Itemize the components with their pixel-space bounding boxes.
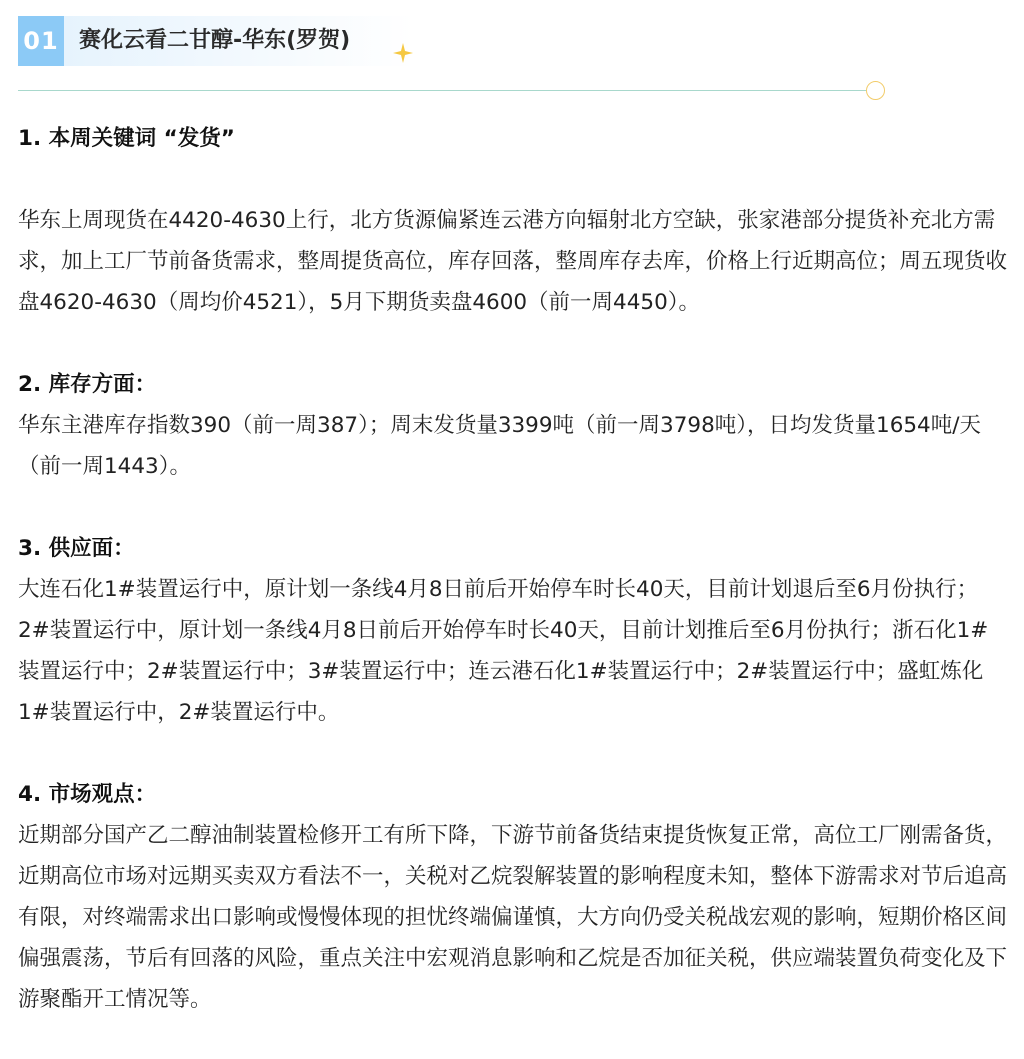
section-heading-inventory: 2. 库存方面：	[18, 372, 157, 397]
divider-circle-ornament	[866, 81, 885, 100]
section-body-keyword: 华东上周现货在4420-4630上行，北方货源偏紧连云港方向辐射北方空缺，张家港部分提货补充北方需求，加上工厂节前备货需求，整周提货高位，库存回落，整周库存去库，价格上行近期高位；周五现货收盘4620-4630（周均价4521），5月下期货卖盘4600（前一周4450）。	[18, 208, 1008, 315]
spacer	[18, 733, 1008, 774]
spacer	[18, 159, 1008, 200]
section-header	[18, 16, 414, 66]
section-heading-market-view: 4. 市场观点：	[18, 782, 157, 807]
article-content	[18, 118, 1008, 1020]
section-title-bar	[64, 16, 414, 66]
divider-line	[18, 90, 866, 91]
section-heading-supply: 3. 供应面：	[18, 536, 135, 561]
sparkle-icon	[392, 42, 414, 64]
section-number-badge: 01	[18, 16, 64, 66]
spacer	[18, 487, 1008, 528]
spacer	[18, 323, 1008, 364]
section-title: 赛化云看二甘醇-华东(罗贺)	[79, 28, 351, 53]
section-body-inventory: 华东主港库存指数390（前一周387）；周末发货量3399吨（前一周3798吨），日均发货量1654吨/天（前一周1443）。	[18, 413, 981, 479]
section-heading-keyword: 1. 本周关键词 “发货”	[18, 126, 235, 151]
section-body-market-view: 近期部分国产乙二醇油制装置检修开工有所下降，下游节前备货结束提货恢复正常，高位工厂刚需备货，近期高位市场对远期买卖双方看法不一，关税对乙烷裂解装置的影响程度未知，整体下游需求对节后追高有限，对终端需求出口影响或慢慢体现的担忧终端偏谨慎，大方向仍受关税战宏观的影响，短期价格区间偏强震荡，节后有回落的风险，重点关注中宏观消息影响和乙烷是否加征关税，供应端装置负荷变化及下游聚酯开工情况等。	[18, 823, 1008, 1012]
section-body-supply: 大连石化1#装置运行中，原计划一条线4月8日前后开始停车时长40天，目前计划退后至6月份执行；2#装置运行中，原计划一条线4月8日前后开始停车时长40天，目前计划推后至6月份执行；浙石化1#装置运行中；2#装置运行中；3#装置运行中；连云港石化1#装置运行中；2#装置运行中；盛虹炼化1#装置运行中，2#装置运行中。	[18, 577, 989, 725]
